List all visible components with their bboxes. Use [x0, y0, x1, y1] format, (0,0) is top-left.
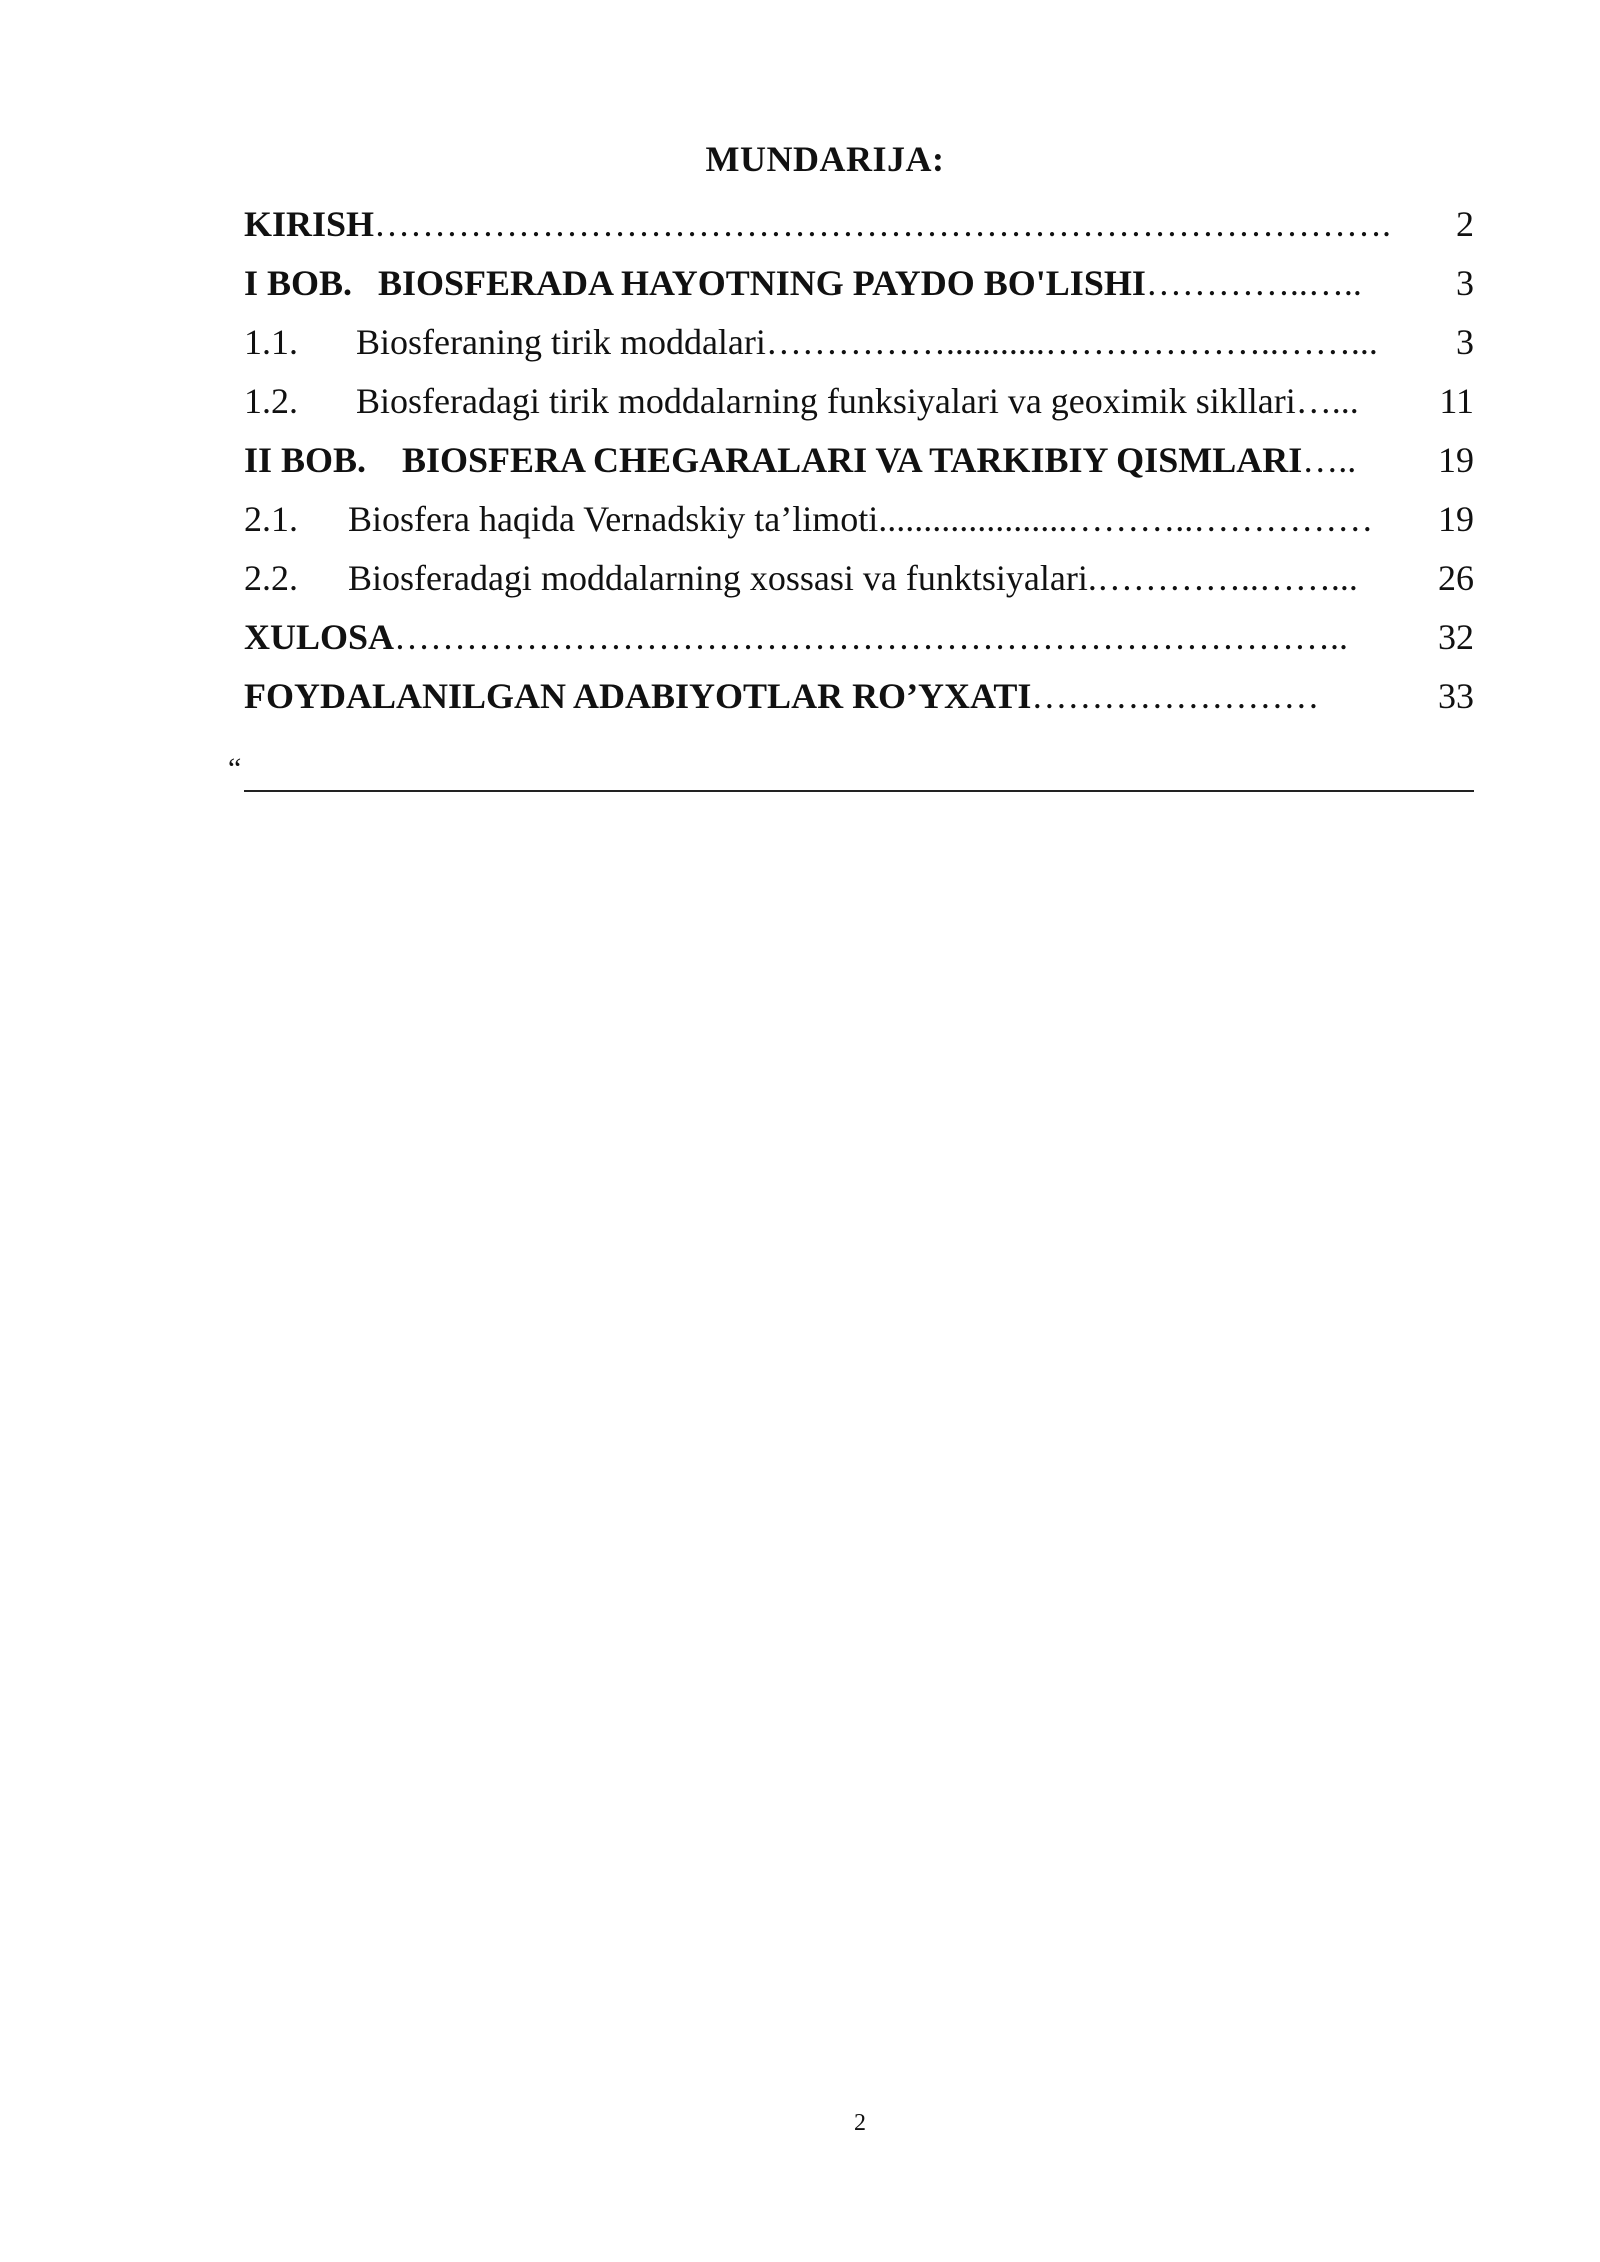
- toc-entry-leader: ……………………: [1031, 676, 1320, 716]
- toc-entry-section-1-1[interactable]: [0, 316, 1600, 368]
- toc-entry-number: I BOB.: [244, 263, 353, 303]
- page-number: 2: [854, 2110, 866, 2136]
- toc-entry-page: 32: [1438, 617, 1474, 657]
- toc-entry-title: BIOSFERA CHEGARALARI VA TARKIBIY QISMLARI: [402, 440, 1303, 480]
- toc-entry-leader: …………..…..: [1145, 263, 1362, 303]
- toc-entry-title: FOYDALANILGAN ADABIYOTLAR RO’YXATI: [244, 676, 1032, 716]
- toc-entry-title: Biosfera haqida Vernadskiy ta’limoti: [348, 499, 879, 539]
- toc-entry-page: 3: [1456, 322, 1474, 362]
- horizontal-rule: [244, 790, 1474, 792]
- toc-entry-section-2-2[interactable]: [0, 552, 1600, 604]
- toc-entry-page: 33: [1438, 676, 1474, 716]
- toc-entry-leader: …………..……...: [1096, 558, 1358, 598]
- toc-entry-leader: .....................………..……………: [878, 499, 1374, 539]
- stray-quote-mark: “: [228, 752, 242, 785]
- toc-entry-chapter-1[interactable]: [0, 257, 1600, 309]
- toc-entry-number: 2.1.: [244, 499, 298, 539]
- toc-entry-chapter-2[interactable]: [0, 434, 1600, 486]
- toc-entry-title: Biosferadagi tirik moddalarning funksiyalari va geoximik sikllari: [356, 381, 1296, 421]
- toc-entry-section-1-2[interactable]: [0, 375, 1600, 427]
- toc-entry-xulosa[interactable]: [0, 611, 1600, 663]
- toc-entry-page: 26: [1438, 558, 1474, 598]
- toc-entry-page: 19: [1438, 440, 1474, 480]
- toc-entry-number: 1.1.: [244, 322, 298, 362]
- toc-entry-bibliography[interactable]: [0, 670, 1600, 722]
- toc-entry-title: Biosferadagi moddalarning xossasi va funktsiyalari.: [348, 558, 1097, 598]
- toc-entry-number: 1.2.: [244, 381, 298, 421]
- toc-entry-title: KIRISH: [244, 204, 375, 244]
- toc-entry-title: Biosferaning tirik moddalari: [356, 322, 766, 362]
- toc-entry-leader: ……………...........………………..……...: [765, 322, 1378, 362]
- toc-entry-page: 2: [1456, 204, 1474, 244]
- toc-entry-title: XULOSA: [244, 617, 395, 657]
- toc-entry-title: BIOSFERADA HAYOTNING PAYDO BO'LISHI: [378, 263, 1146, 303]
- toc-entry-kirish[interactable]: [0, 198, 1600, 250]
- toc-entry-leader: ………………………………………………………………………….: [374, 204, 1392, 244]
- toc-entry-leader: ……………………………………………………………………..: [394, 617, 1349, 657]
- toc-entry-page: 11: [1439, 381, 1474, 421]
- page-title: MUNDARIJA:: [705, 139, 945, 179]
- toc-entry-leader: …...: [1295, 381, 1359, 421]
- toc-entry-leader: …..: [1302, 440, 1357, 480]
- toc-entry-page: 3: [1456, 263, 1474, 303]
- toc-entry-number: II BOB.: [244, 440, 367, 480]
- toc-entry-number: 2.2.: [244, 558, 298, 598]
- toc-entry-page: 19: [1438, 499, 1474, 539]
- toc-entry-section-2-1[interactable]: [0, 493, 1600, 545]
